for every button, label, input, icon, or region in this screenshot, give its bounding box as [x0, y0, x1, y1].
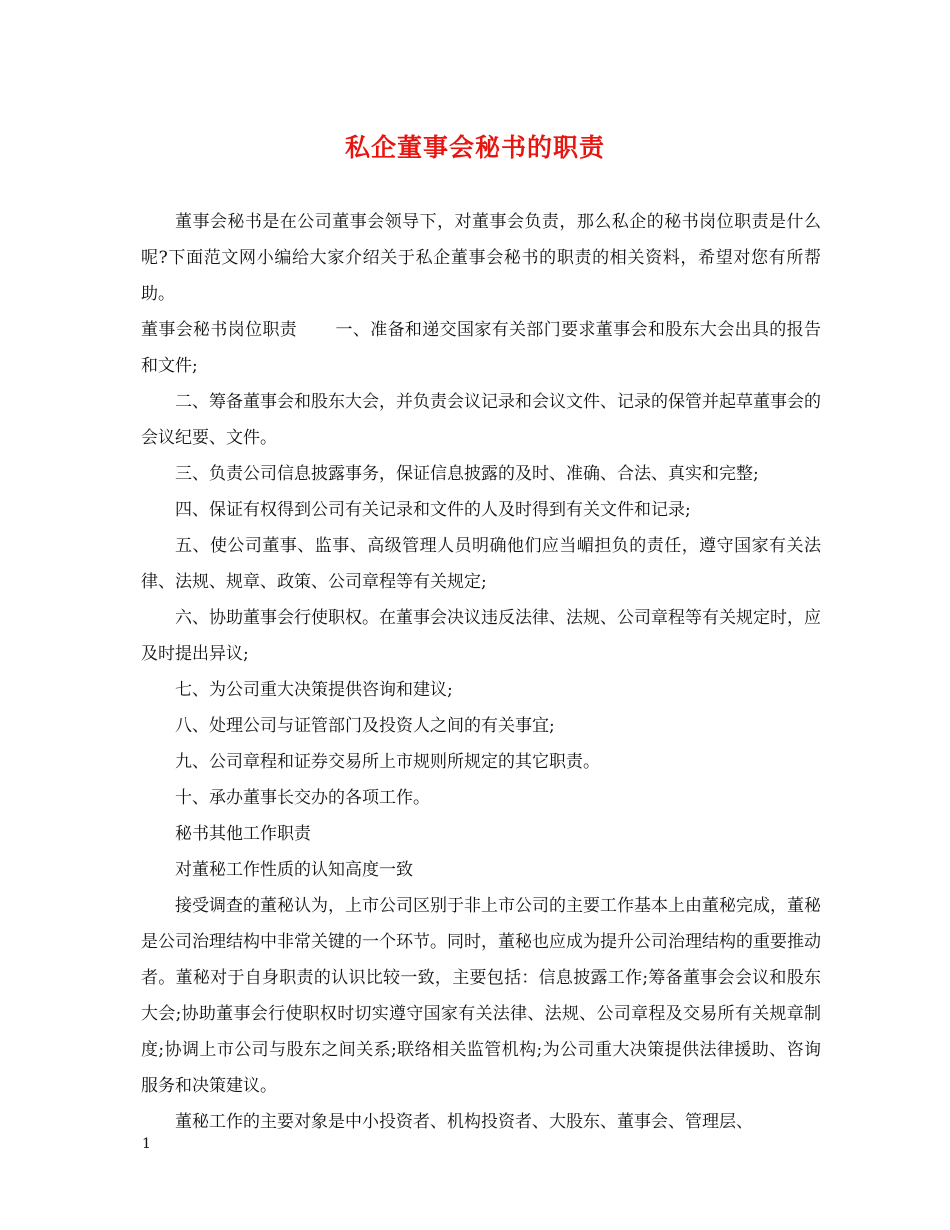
list-item-3: 三、负责公司信息披露事务，保证信息披露的及时、准确、合法、真实和完整; — [175, 464, 759, 484]
section-heading-row — [141, 312, 821, 384]
list-item-5: 五、使公司董事、监事、高级管理人员明确他们应当嵋担负的责任，遵守国家有关法律、法规、规章、政策、公司章程等有关规定; — [141, 536, 821, 592]
body-paragraph-2: 董秘工作的主要对象是中小投资者、机构投资者、大股东、董事会、管理层、 — [175, 1112, 753, 1132]
list-item-9: 九、公司章程和证券交易所上市规则所规定的其它职责。 — [175, 752, 600, 772]
document-body — [141, 204, 821, 1140]
list-item-2: 二、筹备董事会和股东大会，并负责会议记录和会议文件、记录的保管并起草董事会的会议纪要、文件。 — [141, 392, 821, 448]
list-item-6: 六、协助董事会行使职权。在董事会决议违反法律、法规、公司章程等有关规定时，应及时提出异议; — [141, 608, 821, 664]
body-paragraph-1: 接受调查的董秘认为，上市公司区别于非上市公司的主要工作基本上由董秘完成，董秘是公司治理结构中非常关键的一个环节。同时，董秘也应成为提升公司治理结构的重要推动者。董秘对于自身职责的认识比较一致，主要包括：信息披露工作;筹备董事会会议和股东大会;协助董事会行使职权时切实遵守国家有关法律、法规、公司章程及交易所有关规章制度;协调上市公司与股东之间关系;联络相关监管机构;为公司重大决策提供法律援助、咨询服务和决策建议。 — [141, 896, 821, 1096]
page-number: 1 — [142, 1136, 151, 1152]
list-item-7: 七、为公司重大决策提供咨询和建议; — [175, 680, 453, 700]
section-heading: 董事会秘书岗位职责 — [141, 320, 298, 340]
subheading: 对董秘工作性质的认知高度一致 — [175, 860, 413, 880]
intro-paragraph: 董事会秘书是在公司董事会领导下，对董事会负责，那么私企的秘书岗位职责是什么呢?下面范文网小编给大家介绍关于私企董事会秘书的职责的相关资料，希望对您有所帮助。 — [141, 212, 821, 304]
document-title: 私企董事会秘书的职责 — [344, 133, 605, 162]
list-item-8: 八、处理公司与证管部门及投资人之间的有关事宜; — [175, 716, 555, 736]
section-heading-2: 秘书其他工作职责 — [175, 824, 311, 844]
list-item-10: 十、承办董事长交办的各项工作。 — [175, 788, 430, 808]
list-item-4: 四、保证有权得到公司有关记录和文件的人及时得到有关文件和记录; — [175, 500, 691, 520]
list-item-1: 一、准备和递交国家有关部门要求董事会和股东大会出具的报告和文件; — [141, 320, 822, 376]
